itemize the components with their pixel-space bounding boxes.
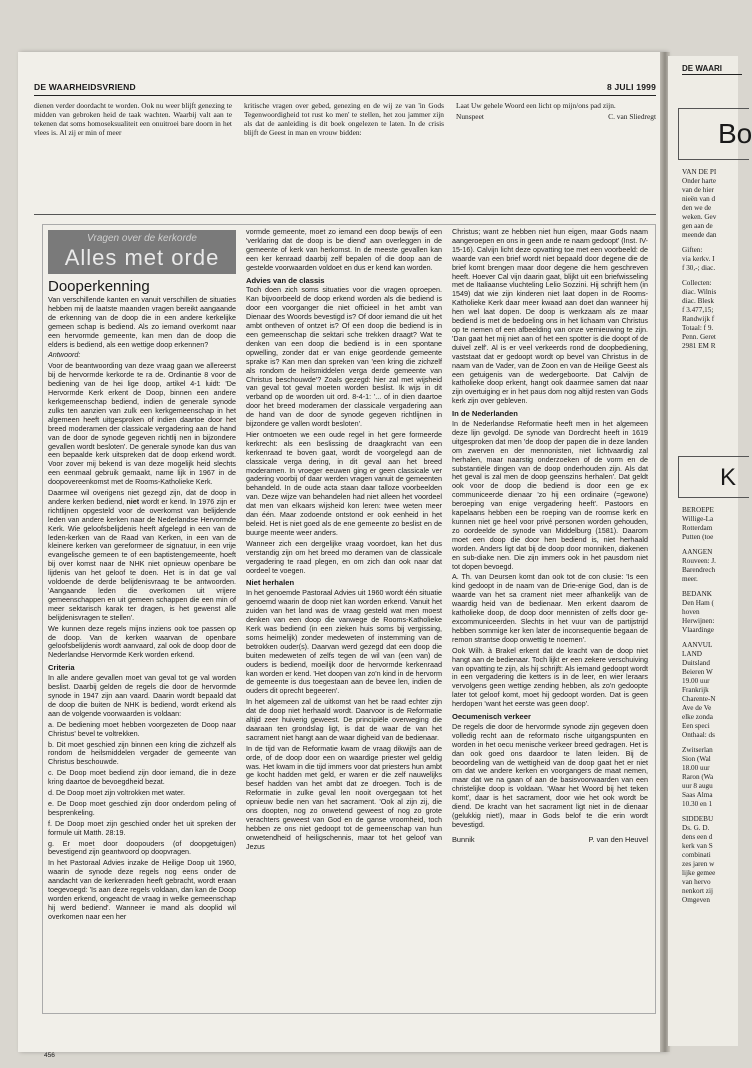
text-line: BEROEPE	[682, 506, 714, 514]
publication-name: DE WAARHEIDSVRIEND	[34, 82, 136, 92]
paragraph: We kunnen deze regels mijns inziens ook toe passen op de doop. Van de kerken waarvan de openbare geloofsbelijdenis wordt aanvaard, zal ook de doop door de Nederlandse Hervormde Kerk worden erkend.	[48, 623, 236, 660]
text-line: meer.	[682, 575, 698, 583]
subheading-criteria: Criteria	[48, 663, 75, 673]
issue-date: 8 JULI 1999	[607, 82, 656, 92]
text-line: hoven	[682, 608, 700, 616]
text-line: Ave de Ve	[682, 704, 712, 712]
header-rule	[34, 95, 656, 96]
next-page-text-1	[682, 168, 717, 351]
paragraph	[48, 489, 236, 623]
answer-label: Antwoord:	[48, 350, 81, 360]
text-line: den we de	[682, 204, 712, 212]
text-line: 19.00 uur	[682, 677, 710, 685]
text-line: van hervo	[682, 878, 711, 886]
subheading-classis: Advies van de classis	[246, 275, 325, 285]
text-line: Duitsland	[682, 659, 710, 667]
top-column-2	[244, 102, 444, 140]
paragraph: In alle andere gevallen moet van geval tot ge val worden beslist. Daarbij gelden de regels die door de hervormde synode in 1947 zijn aan vaard. Daarin wordt bepaald dat de doop die buiten de NHK is bediend, wordt erkend als aan de volgende voorwaarden is voldaan:	[48, 673, 236, 718]
text-line: 18.00 uur	[682, 764, 710, 772]
text-line: 2981 EM R	[682, 342, 716, 350]
paragraph: A. Th. van Deursen komt dan ook tot de con clusie: 'Is een kind gedoopt in de naam van de Drie-enige God, dan is de waarde van het sa crament niet meer afhankelijk van de waardig heid van de bedienaar. Men erkent daarom de katholieke doop, de doop door mennisten of zelfs door ge-excommuniceerden. Slechts in het vuur van de partijstrijd hebben sommige ker ken later de inconsequentie begaan de remon strantse doop onwettig te noemen'.	[452, 572, 648, 644]
text-line: f 30,-; diac.	[682, 264, 716, 272]
text-line: Vlaardinge	[682, 626, 714, 634]
article-author: P. van den Heuvel	[588, 834, 648, 844]
banner-title: Alles met orde	[64, 245, 220, 270]
text-line: uur 8 augu	[682, 782, 713, 790]
text-line: BEDANK	[682, 590, 712, 598]
paragraph: De regels die door de hervormde synode zijn gegeven doen volledig recht aan de reformato rische uitgangspunten en worden in het oecu menische verkeer breed gedragen. Het is dan ook goed ons daardoor te laten leiden. Bij de beoordeling van de wettigheid van de doop gaat het er niet om dat we andere kerken en voorgangers de maat nemen, maar dat we na gaan of aan de basisvoorwaarden van een christelijke doop is voldaan. 'Waar het Woord bij het teken komt', daar is het sacrament, door wie het ook wordt be diend. De kracht van het sacrament ligt niet in de dienaar (gelukkig niet!), maar in Gods belof te die erin wordt bevestigd.	[452, 721, 648, 829]
text-line: SIDDEBU	[682, 815, 714, 823]
paragraph-part: Daarmee wil overigens niet gezegd zijn, dat de doop in andere kerken bediend,	[48, 488, 236, 506]
next-page-text-2	[682, 506, 716, 905]
page-header	[34, 82, 656, 96]
next-page-heading: Bo	[718, 118, 752, 149]
text-line: Collecten:	[682, 279, 712, 287]
text-line: AANVUL	[682, 641, 713, 649]
top-column-3	[456, 102, 656, 122]
section-rule	[34, 214, 656, 215]
newspaper-page	[18, 52, 666, 1059]
text-line: Onder harte	[682, 177, 717, 185]
text-line: via kerkv. I	[682, 255, 715, 263]
emphasis: niet	[126, 496, 140, 506]
subheading-oecumenisch: Oecumenisch verkeer	[452, 712, 531, 722]
text-line: Willige-La	[682, 515, 714, 523]
text-line: AANGEN	[682, 548, 713, 556]
list-item: g. Er moet door doopouders (of doopgetuigen) bevestigend zijn geantwoord op doopvragen.	[48, 838, 236, 857]
top-author: C. van Sliedregt	[608, 111, 656, 121]
text-line: zes jaren w	[682, 860, 715, 868]
text-line: Randwijk f	[682, 315, 715, 323]
top-col3-text: Laat Uw gehele Woord een licht op mijn/ons pad zijn.	[456, 101, 616, 110]
paragraph: Hier ontmoeten we een oude regel in het gere formeerde kerkrecht: als een beslissing de draagkracht van een kerkenraad te boven gaat, wordt de voorgelegd aan de classicale verga dering, in dit geval aan het breed moderamen. In vroeger eeuwen ging er geen classicale ver gadering voorbij of daar werden vragen vanuit de gemeenten behandeld. In de oude acta staan daar talloze voorbeelden van. Deze wijze van behandelen had niet alleen het voordeel dat men van elkaars wijsheid kon leren: twee weten meer dan één. Maar zodoende ontstond er ook eenheid in het beleid. Het is niet goed als de ene gemeente zo beslist en de buurge meente weer anders.	[246, 429, 442, 537]
article-place: Bunnik	[452, 834, 475, 844]
text-line: Beieren W	[682, 668, 713, 676]
top-signature	[456, 113, 656, 122]
paragraph: Voor de beantwoording van deze vraag gaan we allereerst bij de hervormde kerkorde te ra de. Ordinantie 8 voor de bediening van de hei lige doop, artikel 4-1 luidt: 'De Hervormde Kerk erkent de Doop, binnen een andere kerkgemeenschap bediend, indien de generale synode zulks ten aanzien van zulk een kerkgemeenschap in het algemeen heeft uitgesproken of indien daartoe door het breed moderamen der classicale vergadering aan de hand van de door de synode gegeven richtlij nen in bijzondere gevallen wordt besloten'. De generale synode kan dus van een bepaalde kerk uitspreken dat de doop erkend wordt. Voor zover mij bekend is van deze mogelijk heid slechts een eenmaal gebruik gemaakt, name lijk in 1967 in de doopovereenkomst met de Rooms-Katholieke Kerk.	[48, 361, 236, 487]
paragraph: Christus; want ze hebben niet hun eigen, maar Gods naam aangeroepen en ons in geen ande re naam gedoopt' (Inst. IV-15-16). Calvijn licht deze opvatting toe met een voorbeeld: de waarde van een brief wordt niet bepaald door degene die de brief komt brengen maar door degene die hem geschreven heeft. Hoever Cal vijn daarin gaat, blijkt uit een briefwisseling met de Italiaanse vluchteling Lelio Sozzini. Hij schrijft hem (in 1549) dat wie zijn kinderen niet laat dopen in de Rooms-Katholieke Kerk daar meer kwaad aan doet dan wanneer hij hen wel laat dopen. De doop is werkzaam als ze maar bediend is met de bedoeling ons in het lichaam van Christus op te nemen of een afbeelding van onze vernieuwing te zijn. 'Dan gaat het mij niet aan of het een spotter is die doopt of de duivel zelf'. Al is er veel verkeerds rond de doopbediening, vaststaat dat er gedoopt wordt op bevel van Christus in de naam van de Vader, van de Zoon en van de Heilige Geest als een getuigenis van de wedergeboorte. Dat Calvijn de katholieke doop erkent, hangt ook daarmee samen dat naar zijn overtuiging er in het paus dom nog altijd resten van Gods kerk zijn over gebleven.	[452, 227, 648, 406]
text-line: 10.30 en 1	[682, 800, 713, 808]
text-line: nenkort zij	[682, 887, 713, 895]
paragraph-part: wordt er kend. In 1976 zijn er richtlijnen opgesteld voor de overkomst van belijdende leden van andere kerken naar de Nederlandse Hervormde Kerk. Wie geloofsbelijdenis heeft afgelegd in een van de leden-kerken van de Raad van Kerken, in een van de kleinere kerken van gereformeer de signatuur, in een vrije evangelische gemeen te of een baptistengemeente, hoeft bij over komst naar de NHK niet opnieuw openbare be lijdenis van het geloof te doen. Het is in dat ge val voldoende de derde belijdenisvraag te be antwoorden. 'Aangaande leden die overkomen uit vrijere gemeenschappen en uit gemeen schappen die een min of meer sektarisch karak ter dragen, is het gewenst alle belijdenisvragen te stellen'.	[48, 496, 236, 622]
text-line: f 3.477,15;	[682, 306, 714, 314]
page-number: 456	[44, 1052, 55, 1059]
list-item: a. De bediening moet hebben voorgezeten de Doop naar Christus' bevel te voltrekken.	[48, 719, 236, 738]
list-item: c. De Doop moet bediend zijn door iemand, die in deze kring daartoe de bevoegdheid bezat.	[48, 768, 236, 787]
paragraph: vormde gemeente, moet zo iemand een doop bewijs of een 'verklaring dat de doop is be diend' aan overleggen in de gemeente of kerk van herkomst. In de meeste gevallen kan een ker kenraad daarbij zelf bepalen of die doop aan de gestelde voorwaarden voldoet en dus er kend kan worden.	[246, 227, 442, 272]
article-column-1	[48, 296, 236, 924]
article-column-3	[452, 228, 648, 845]
top-column-1	[34, 102, 232, 140]
list-item: e. De Doop moet geschied zijn door onderdom peling of besprenkeling.	[48, 798, 236, 817]
top-place: Nunspeet	[456, 111, 484, 121]
paragraph: Toch doen zich soms situaties voor die vragen oproepen. Kan bijvoorbeeld de doop erkend worden als die bediend is door een voorganger die niet officieel in het ambt van Dienaar des Woords bevestigd is? Of door iemand die uit het ambt ontheven of ontzet is? Of een doop die bediend is in een gemeenschap die sektari sche trekken draagt? Wat te denken van een doop die bediend is in een spontane opwelling, zonder dat er van enige geordende gemeente sprake is? Kan men dan spreken van 'een kring die zichzelf als rondom de heilsmiddelen verga derde gemeente van Christus beschouwde'? Zoals gezegd: hier zal met wijsheid van geval tot geval moeten worden beslist. Ik wijs in dit verband op de woorden uit ord. 8-4-1: '... of in dien daartoe door het breed moderamen der classicale vergadering aan de hand van de door de synode gegeven richtlijnen in bijzondere ge vallen wordt besloten'.	[246, 285, 442, 429]
next-page-rule	[682, 74, 742, 75]
text-line: Putten (toe	[682, 533, 714, 541]
text-line: Onthaal: ds	[682, 731, 715, 739]
article-column-2	[246, 228, 442, 854]
text-line: kerk van S	[682, 842, 713, 850]
text-line: Sion (Wal	[682, 755, 711, 763]
text-line: diac. Blesk	[682, 297, 714, 305]
paragraph: In het Pastoraal Advies inzake de Heilige Doop uit 1960, waarin de synode deze regels nog eens onder de aandacht van de kerkenraden heeft gebracht, wordt eraan toegevoegd: 'Is aan deze regels voldaan, dan kan de Doop worden erkend, ongeacht de vraag in welke gemeenschap hij werd bediend'. Wanneer ie mand als dooplid wil overkomen naar een her	[48, 858, 236, 921]
top-col1-text: dienen verder doordacht te worden. Ook nu weer blijft genezing te midden van gebroken heid de taak wachten. Waarbij valt aan te tekenen dat soms homoseksualiteit een onuitroei bare doorn in het vlees is. Al zij er min of meer	[34, 101, 232, 137]
text-line: diac. Wilnis	[682, 288, 717, 296]
text-line: Saas Alma	[682, 791, 713, 799]
text-line: nieën van d	[682, 195, 716, 203]
text-line: Charente-N	[682, 695, 716, 703]
text-line: gen aan de	[682, 222, 713, 230]
paragraph: In de Nederlandse Reformatie heeft men in het algemeen deze lijn gevolgd. De synode van Dordrecht heeft in 1619 uitgesproken dat men 'de doop der papen die in deze landen om zwerven en der mennonisten, niet lichtvaardig zal herhalen, maar naarstig onderzoeken of de vorm en de substantiële dingen van de doop onderhouden zijn. Als dat het geval is zal men de doop geenszins herhalen'. Dat geldt ook voor de doop die bediend is door een ge ex communiceerde dienaar 'zo hij een ordinaire (=gewone) beroeping van enige vergadering heeft'. Pastoors en kapelaans hebben een be roeping van de roomse kerk en kunnen niet ge heel voor privé personen worden gehouden, zo oordeelde de synode van Middelburg (1581). Daarom moet een doop die door hen bediend is, niet herhaald worden. Anders ligt dat bij de doop door monniken, diakenen en sub-diake nen. Die zijn immers ook in het pausdom niet tot dopen bevoegd.	[452, 419, 648, 571]
text-line: elke zonda	[682, 713, 713, 721]
text-line: lijke gemee	[682, 869, 716, 877]
text-line: Een speci	[682, 722, 710, 730]
paragraph: In het algemeen zal de uitkomst van het be raad echter zijn dat de doop niet herhaald wordt. Daarvoor is de Reformatie altijd zeer huiverig geweest. De principiële overweging die daaraan ten grondslag ligt, is dat de waar de van het sacrament niet hangt aan de waar digheid van de bedienaar.	[246, 697, 442, 742]
text-line: combinati	[682, 851, 711, 859]
text-line: weken. Gev	[682, 213, 717, 221]
list-item: b. Dit moet geschied zijn binnen een kring die zichzelf als rondom de heilsmiddelen vergader de gemeente van Christus beschouwde.	[48, 739, 236, 767]
paragraph: In het genoemde Pastoraal Advies uit 1960 wordt één situatie genoemd waarin de doop niet kan worden erkend. Vanuit het zuiden van het land was de vraag gesteld wat men moest denken van een doop die vanwege de Rooms-Katholieke Kerk was bediend (in een zieken huis soms bij vergissing, soms heimelijk) zonder medeweten of instemming van de betrokken ouder(s). Daarvan werd gezegd dat een doop die buiten medeweten of zelfs tegen de wil van (een van) de ouders is bediend, moeilijk door de hervormde kerkenraad kan worden er kend. 'Het doopen van zo'n kind in de hervorm de gemeente is dus toegestaan aan de bevee len, indien de ouders dit oprecht begeeren'.	[246, 588, 442, 696]
subheading-nederlanden: In de Nederlanden	[452, 409, 518, 419]
text-line: Barendrech	[682, 566, 716, 574]
text-line: Den Ham (	[682, 599, 714, 607]
next-page	[668, 56, 752, 1046]
text-line: Zwitserlan	[682, 746, 713, 754]
text-line: VAN DE PI	[682, 168, 717, 176]
text-line: Raron (Wa	[682, 773, 714, 781]
text-line: Rouveen: J.	[682, 557, 716, 565]
next-page-box-2	[678, 456, 749, 498]
text-line: van de hier	[682, 186, 714, 194]
subheading-niet-herhalen: Niet herhalen	[246, 578, 295, 588]
paragraph: Van verschillende kanten en vanuit verschillen de situaties hebben mij de laatste maanden vragen bereikt aangaande de erkenning van de doop die in een andere kerkelijke gemeen schap is bediend. Als zo iemand overkomt naar een hervormde gemeente, kan men dan de doop die elders is bediend, als een wettige doop erkennen?	[48, 295, 236, 349]
text-line: Ds. G. D.	[682, 824, 710, 832]
column-banner	[48, 230, 236, 274]
paragraph: Wanneer zich een dergelijke vraag voordoet, kan het dus verstandig zijn om het breed mo deramen van de classicale vergadering te raad plegen, en om zich dan ook naar dat oordeel te voegen.	[246, 538, 442, 575]
next-page-header: DE WAARI	[682, 64, 722, 73]
text-line: Omgeven	[682, 896, 710, 904]
text-line: LAND	[682, 650, 702, 658]
top-col2-text: kritische vragen over gebed, genezing en de wij ze van 'in Gods Tegenwoordigheid tot rust ko men' te stellen, het zou jammer zijn als dat de aanleiding is dit boek ongelezen te laten. In de crisis blijft de Geest in man en vrouw bidden:	[244, 101, 444, 137]
text-line: Frankrijk	[682, 686, 709, 694]
text-line: meende dan	[682, 231, 717, 239]
text-line: Herwijnen:	[682, 617, 715, 625]
paragraph: Ook Wilh. à Brakel erkent dat de kracht van de doop niet hangt aan de bedienaar. Toch lijkt er een zekere verschuiving van opvatting te zijn, als hij schrijft: Als iemand gedoopt wordt in een vergadering die ketters is in de leer, en wier leraars vervolgens geen wettige zending hebben, als zo'n gedoopte later tot geloof komt, moet hij gedoopt worden. Dat is geen herdopen 'want het eerste was geen doop'.	[452, 645, 648, 709]
paragraph: In de tijd van de Reformatie kwam de vraag dikwijls aan de orde, of de doop door een on waardige priester wel geldig was. Het kwam in die tijd immers voor dat priesters hun ambt ge kocht hadden met geld, er waren er die zelf nauwelijks besef hadden van het ambt dat ze droegen. Toch is de Reformatie in zulke geval len nooit overgegaan tot het opnieuw bedie nen van het sacrament. 'Ook al zijn zij, die ons doopten, nog zo onwetend geweest of nog zo grote verachters geweest van God en de ganse vroomheid, toch hebben ze ons niet gedoopt tot de gemeenschap van hun onwetendheid of heiligschennis, maar tot het geloof van Jezus	[246, 743, 442, 851]
text-line: dens een d	[682, 833, 713, 841]
banner-kicker: Vragen over de kerkorde	[87, 233, 197, 244]
list-item: d. De Doop moet zijn voltrokken met water.	[48, 788, 186, 798]
text-line: Rotterdam	[682, 524, 713, 532]
article-title: Dooperkenning	[48, 278, 150, 295]
text-line: Giften:	[682, 246, 703, 254]
text-line: Penn. Geret	[682, 333, 716, 341]
list-item: f. De Doop moet zijn geschied onder het uit spreken der formule uit Matth. 28:19.	[48, 818, 236, 837]
text-line: Totaal: f 9.	[682, 324, 714, 332]
next-page-heading-2: K	[720, 464, 737, 491]
article-signature	[452, 836, 648, 845]
